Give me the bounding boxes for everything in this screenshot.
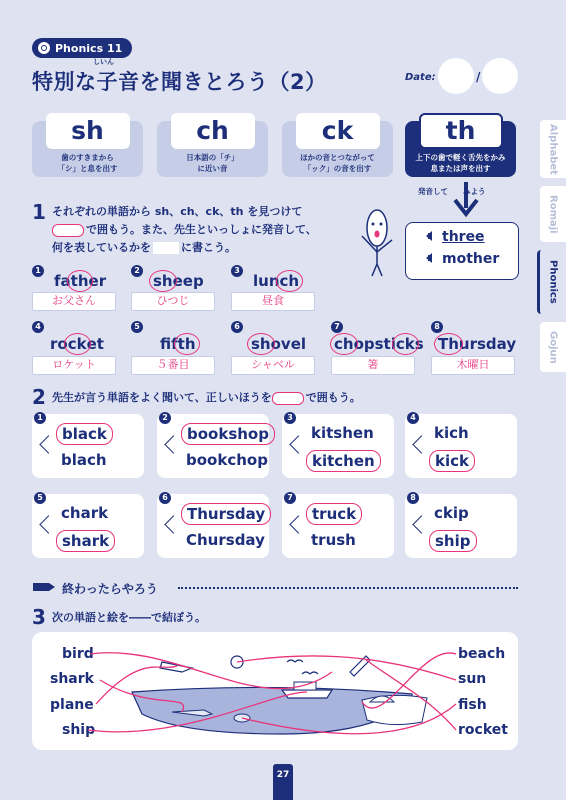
q1-word: rocket (50, 335, 104, 353)
q1-word: fifth (160, 335, 196, 353)
q2-option[interactable]: bookchop (186, 451, 268, 469)
date-month-field[interactable] (438, 58, 474, 94)
q2-option[interactable]: truck (306, 503, 362, 525)
q2-instructions: 先生が言う単語をよく聞いて、正しいほうを で囲もう。 (52, 391, 361, 404)
q2-number: 2 (32, 385, 46, 409)
q2-choice-card (157, 494, 269, 558)
q2-option[interactable]: blach (61, 451, 107, 469)
match-word-right[interactable]: rocket (458, 722, 508, 738)
q1-word: chopsticks (334, 335, 424, 353)
chevron-left-icon (412, 435, 430, 453)
q2-option[interactable]: kich (434, 424, 469, 442)
bird-icon (287, 660, 303, 662)
chevron-left-icon (289, 515, 307, 533)
character-illustration (350, 206, 400, 278)
q2-option[interactable]: bookshop (181, 423, 275, 445)
card-description: ほかの音とつながって 「ック」の音を出す (300, 153, 375, 173)
chevron-left-icon (289, 435, 307, 453)
phonics-card-th (405, 116, 516, 177)
circle-mark-icon (272, 392, 304, 405)
item-number: 6 (159, 492, 171, 504)
q2-option[interactable]: black (56, 423, 113, 445)
card-symbol: th (419, 113, 503, 149)
card-symbol: sh (46, 113, 130, 149)
q1-word: father (54, 272, 107, 290)
q2-option[interactable]: trush (311, 531, 356, 549)
q2-choice-card (282, 414, 394, 478)
speaker-icon[interactable] (426, 231, 432, 241)
match-word-left[interactable]: shark (50, 671, 94, 687)
date-separator: / (476, 70, 481, 84)
q1-answer-field[interactable]: 木曜日 (431, 356, 515, 375)
item-number: 1 (32, 265, 44, 277)
title-ruby: しいん (93, 58, 114, 66)
match-word-left[interactable]: bird (62, 646, 94, 662)
card-description: 歯のすきまから 「シ」と息を出す (57, 153, 118, 173)
q2-choice-card (405, 494, 517, 558)
item-number: 8 (431, 321, 443, 333)
lesson-badge (32, 38, 132, 58)
circle-mark-icon (52, 224, 84, 237)
chevron-left-icon (39, 515, 57, 533)
card-symbol: ck (296, 113, 380, 149)
q1-answer-field[interactable]: 昼食 (231, 292, 315, 311)
q1-answer-field[interactable]: シャベル (231, 356, 315, 375)
th-word-mother: mother (442, 251, 500, 267)
q2-option[interactable]: chark (61, 504, 109, 522)
match-word-left[interactable]: ship (62, 722, 96, 738)
down-arrow-icon (450, 182, 482, 220)
q2-option[interactable]: shark (56, 530, 115, 552)
q1-answer-field[interactable]: ひつじ (131, 292, 215, 311)
tab-phonics[interactable]: Phonics (537, 250, 566, 314)
page-title: 特別な子音を聞きとろう（2） (32, 70, 327, 94)
q1-word: sheep (153, 272, 204, 290)
box-mark-icon (153, 242, 179, 254)
q2-choice-card (32, 414, 144, 478)
q1-answer-field[interactable]: お父さん (32, 292, 116, 311)
lesson-badge-label: Phonics 11 (55, 41, 123, 55)
item-number: 3 (284, 412, 296, 424)
th-example-label: 発音して みよう (418, 187, 486, 196)
q2-choice-card (405, 414, 517, 478)
item-number: 7 (331, 321, 343, 333)
match-word-right[interactable]: sun (458, 671, 487, 687)
q1-answer-field[interactable]: ロケット (32, 356, 116, 375)
q2-option[interactable]: kitshen (311, 424, 374, 442)
q2-option[interactable]: ship (429, 530, 477, 552)
item-number: 2 (131, 265, 143, 277)
q1-word: shovel (251, 335, 307, 353)
q2-choice-card (282, 494, 394, 558)
smile-icon (38, 42, 50, 54)
q2-option[interactable]: Thursday (181, 503, 271, 525)
q2-option[interactable]: kick (429, 450, 475, 472)
card-description: 上下の歯で軽く舌先をかみ 息または声を出す (415, 153, 506, 173)
item-number: 5 (34, 492, 46, 504)
q2-choice-card (32, 494, 144, 558)
card-symbol: ch (171, 113, 255, 149)
match-word-left[interactable]: plane (50, 697, 94, 713)
q1-number: 1 (32, 200, 46, 224)
bonus-heading: 終わったらやろう (62, 582, 158, 596)
scene-illustration (32, 632, 518, 750)
q1-answer-field[interactable]: ５番目 (131, 356, 215, 375)
match-word-right[interactable]: beach (458, 646, 506, 662)
q2-choice-card (157, 414, 269, 478)
item-number: 8 (407, 492, 419, 504)
q1-answer-field[interactable]: 箸 (331, 356, 415, 375)
tab-romaji[interactable]: Romaji (540, 186, 566, 242)
phonics-card-ck (282, 116, 393, 177)
q3-instructions: 次の単語と絵を――で結ぼう。 (52, 611, 206, 624)
item-number: 7 (284, 492, 296, 504)
q2-option[interactable]: Chursday (186, 531, 265, 549)
phonics-card-sh (32, 116, 143, 177)
th-example-box (405, 222, 519, 280)
th-word-three: three (442, 229, 485, 245)
tab-gojun[interactable]: Gojun (540, 322, 566, 372)
item-number: 4 (32, 321, 44, 333)
chevron-left-icon (164, 435, 182, 453)
match-word-right[interactable]: fish (458, 697, 487, 713)
card-description: 日本語の「チ」 に近い音 (186, 153, 239, 173)
chevron-left-icon (164, 515, 182, 533)
date-label: Date: (405, 72, 436, 83)
q1-word: lunch (253, 272, 300, 290)
item-number: 5 (131, 321, 143, 333)
speaker-icon[interactable] (426, 253, 432, 263)
q2-option[interactable]: ckip (434, 504, 469, 522)
chevron-left-icon (412, 515, 430, 533)
q2-option[interactable]: kitchen (306, 450, 381, 472)
item-number: 6 (231, 321, 243, 333)
item-number: 3 (231, 265, 243, 277)
pencil-icon (32, 580, 56, 594)
item-number: 2 (159, 412, 171, 424)
chevron-left-icon (39, 435, 57, 453)
page-number: 27 (273, 764, 293, 800)
tab-alphabet[interactable]: Alphabet (540, 120, 566, 178)
item-number: 1 (34, 412, 46, 424)
phonics-card-ch (157, 116, 268, 177)
q1-word: Thursday (438, 335, 517, 353)
date-day-field[interactable] (482, 58, 518, 94)
q1-instructions: それぞれの単語から sh、ch、ck、th を見つけて で囲もう。また、先生といっしょに発音して、 何を表しているかを に書こう。 (52, 205, 317, 254)
dotted-divider (178, 587, 518, 589)
q3-number: 3 (32, 605, 46, 629)
item-number: 4 (407, 412, 419, 424)
